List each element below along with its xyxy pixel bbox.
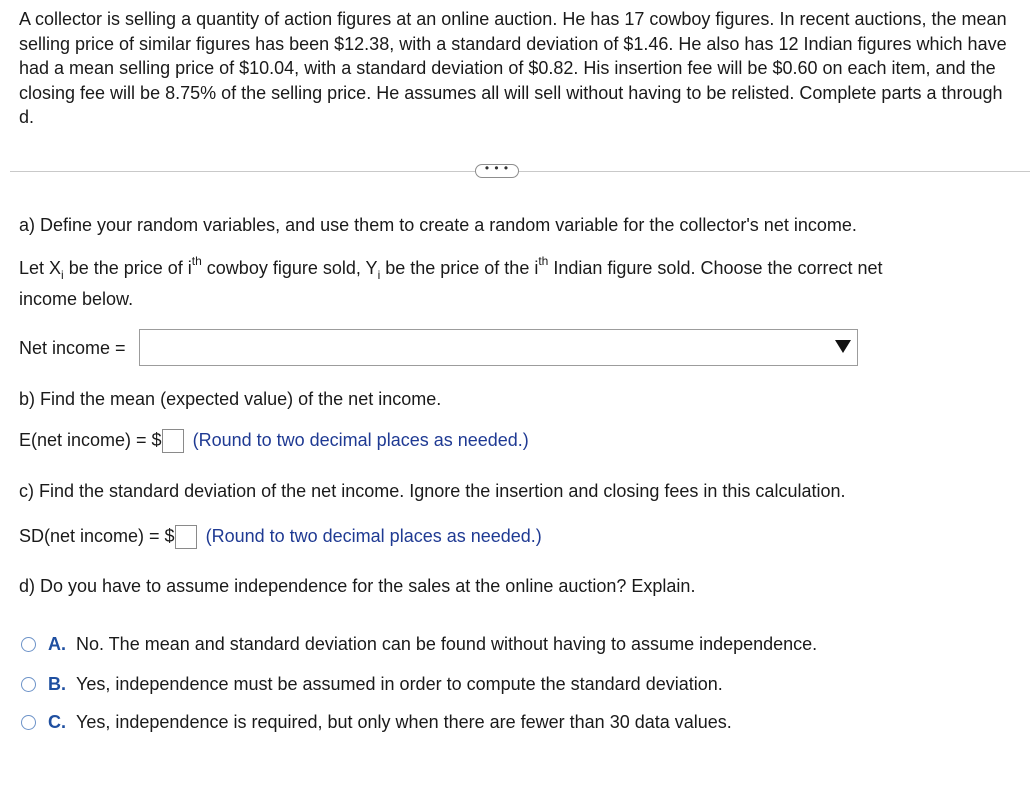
choice-b[interactable]: B. Yes, independence must be assumed in order to compute the standard deviation. bbox=[21, 674, 723, 695]
problem-statement: A collector is selling a quantity of action figures at an online auction. He has 17 cowboy figures. In recent auctions, the mean selling price of similar figures has been $12.38, with a standard deviation of $1.46. He also has 12 Indian figures which have had a mean selling price of $10.04, with a standard deviation of $0.82. His insertion fee will be $0.60 on each item, and the closing fee will be 8.75% of the selling price. He assumes all will sell without having to be relisted. Complete parts a through d. bbox=[19, 9, 1007, 128]
part-c-answer-row bbox=[19, 525, 542, 549]
rounding-hint: (Round to two decimal places as needed.) bbox=[192, 429, 529, 450]
part-b-question: b) Find the mean (expected value) of the net income. bbox=[19, 389, 442, 409]
choice-a[interactable]: A. No. The mean and standard deviation can be found without having to assume independence. bbox=[21, 634, 817, 655]
expected-net-income-label: E(net income) = $ bbox=[19, 429, 162, 450]
sd-net-income-label: SD(net income) = $ bbox=[19, 525, 175, 546]
part-d-question: d) Do you have to assume independence for the sales at the online auction? Explain. bbox=[19, 576, 696, 596]
choice-c[interactable]: C. Yes, independence is required, but only when there are fewer than 30 data values. bbox=[21, 712, 732, 733]
part-a-definition: Let $X_i$ be the price of $i^{th}$ cowboy figure sold, $Y_i$ be the price of the $i^{th}$ Indian figure sold. Choose the correct net bbox=[19, 254, 883, 282]
section-divider bbox=[10, 171, 1030, 172]
radio-button-icon[interactable] bbox=[21, 677, 36, 692]
expected-net-income-input[interactable] bbox=[162, 429, 184, 453]
radio-button-icon[interactable] bbox=[21, 715, 36, 730]
part-c-question: c) Find the standard deviation of the net income. Ignore the insertion and closing fees in this calculation. bbox=[19, 481, 846, 501]
part-a-definition-line-2: income below. bbox=[19, 289, 134, 309]
net-income-dropdown[interactable] bbox=[139, 329, 858, 366]
more-button[interactable]: • • • bbox=[475, 164, 519, 178]
radio-button-icon[interactable] bbox=[21, 637, 36, 652]
part-a-question: a) Define your random variables, and use them to create a random variable for the collector's net income. bbox=[19, 215, 857, 235]
dropdown-arrow-icon bbox=[835, 340, 851, 353]
rounding-hint: (Round to two decimal places as needed.) bbox=[205, 525, 542, 546]
net-income-label: Net income = bbox=[19, 338, 126, 358]
part-b-answer-row bbox=[19, 429, 529, 453]
sd-net-income-input[interactable] bbox=[175, 525, 197, 549]
